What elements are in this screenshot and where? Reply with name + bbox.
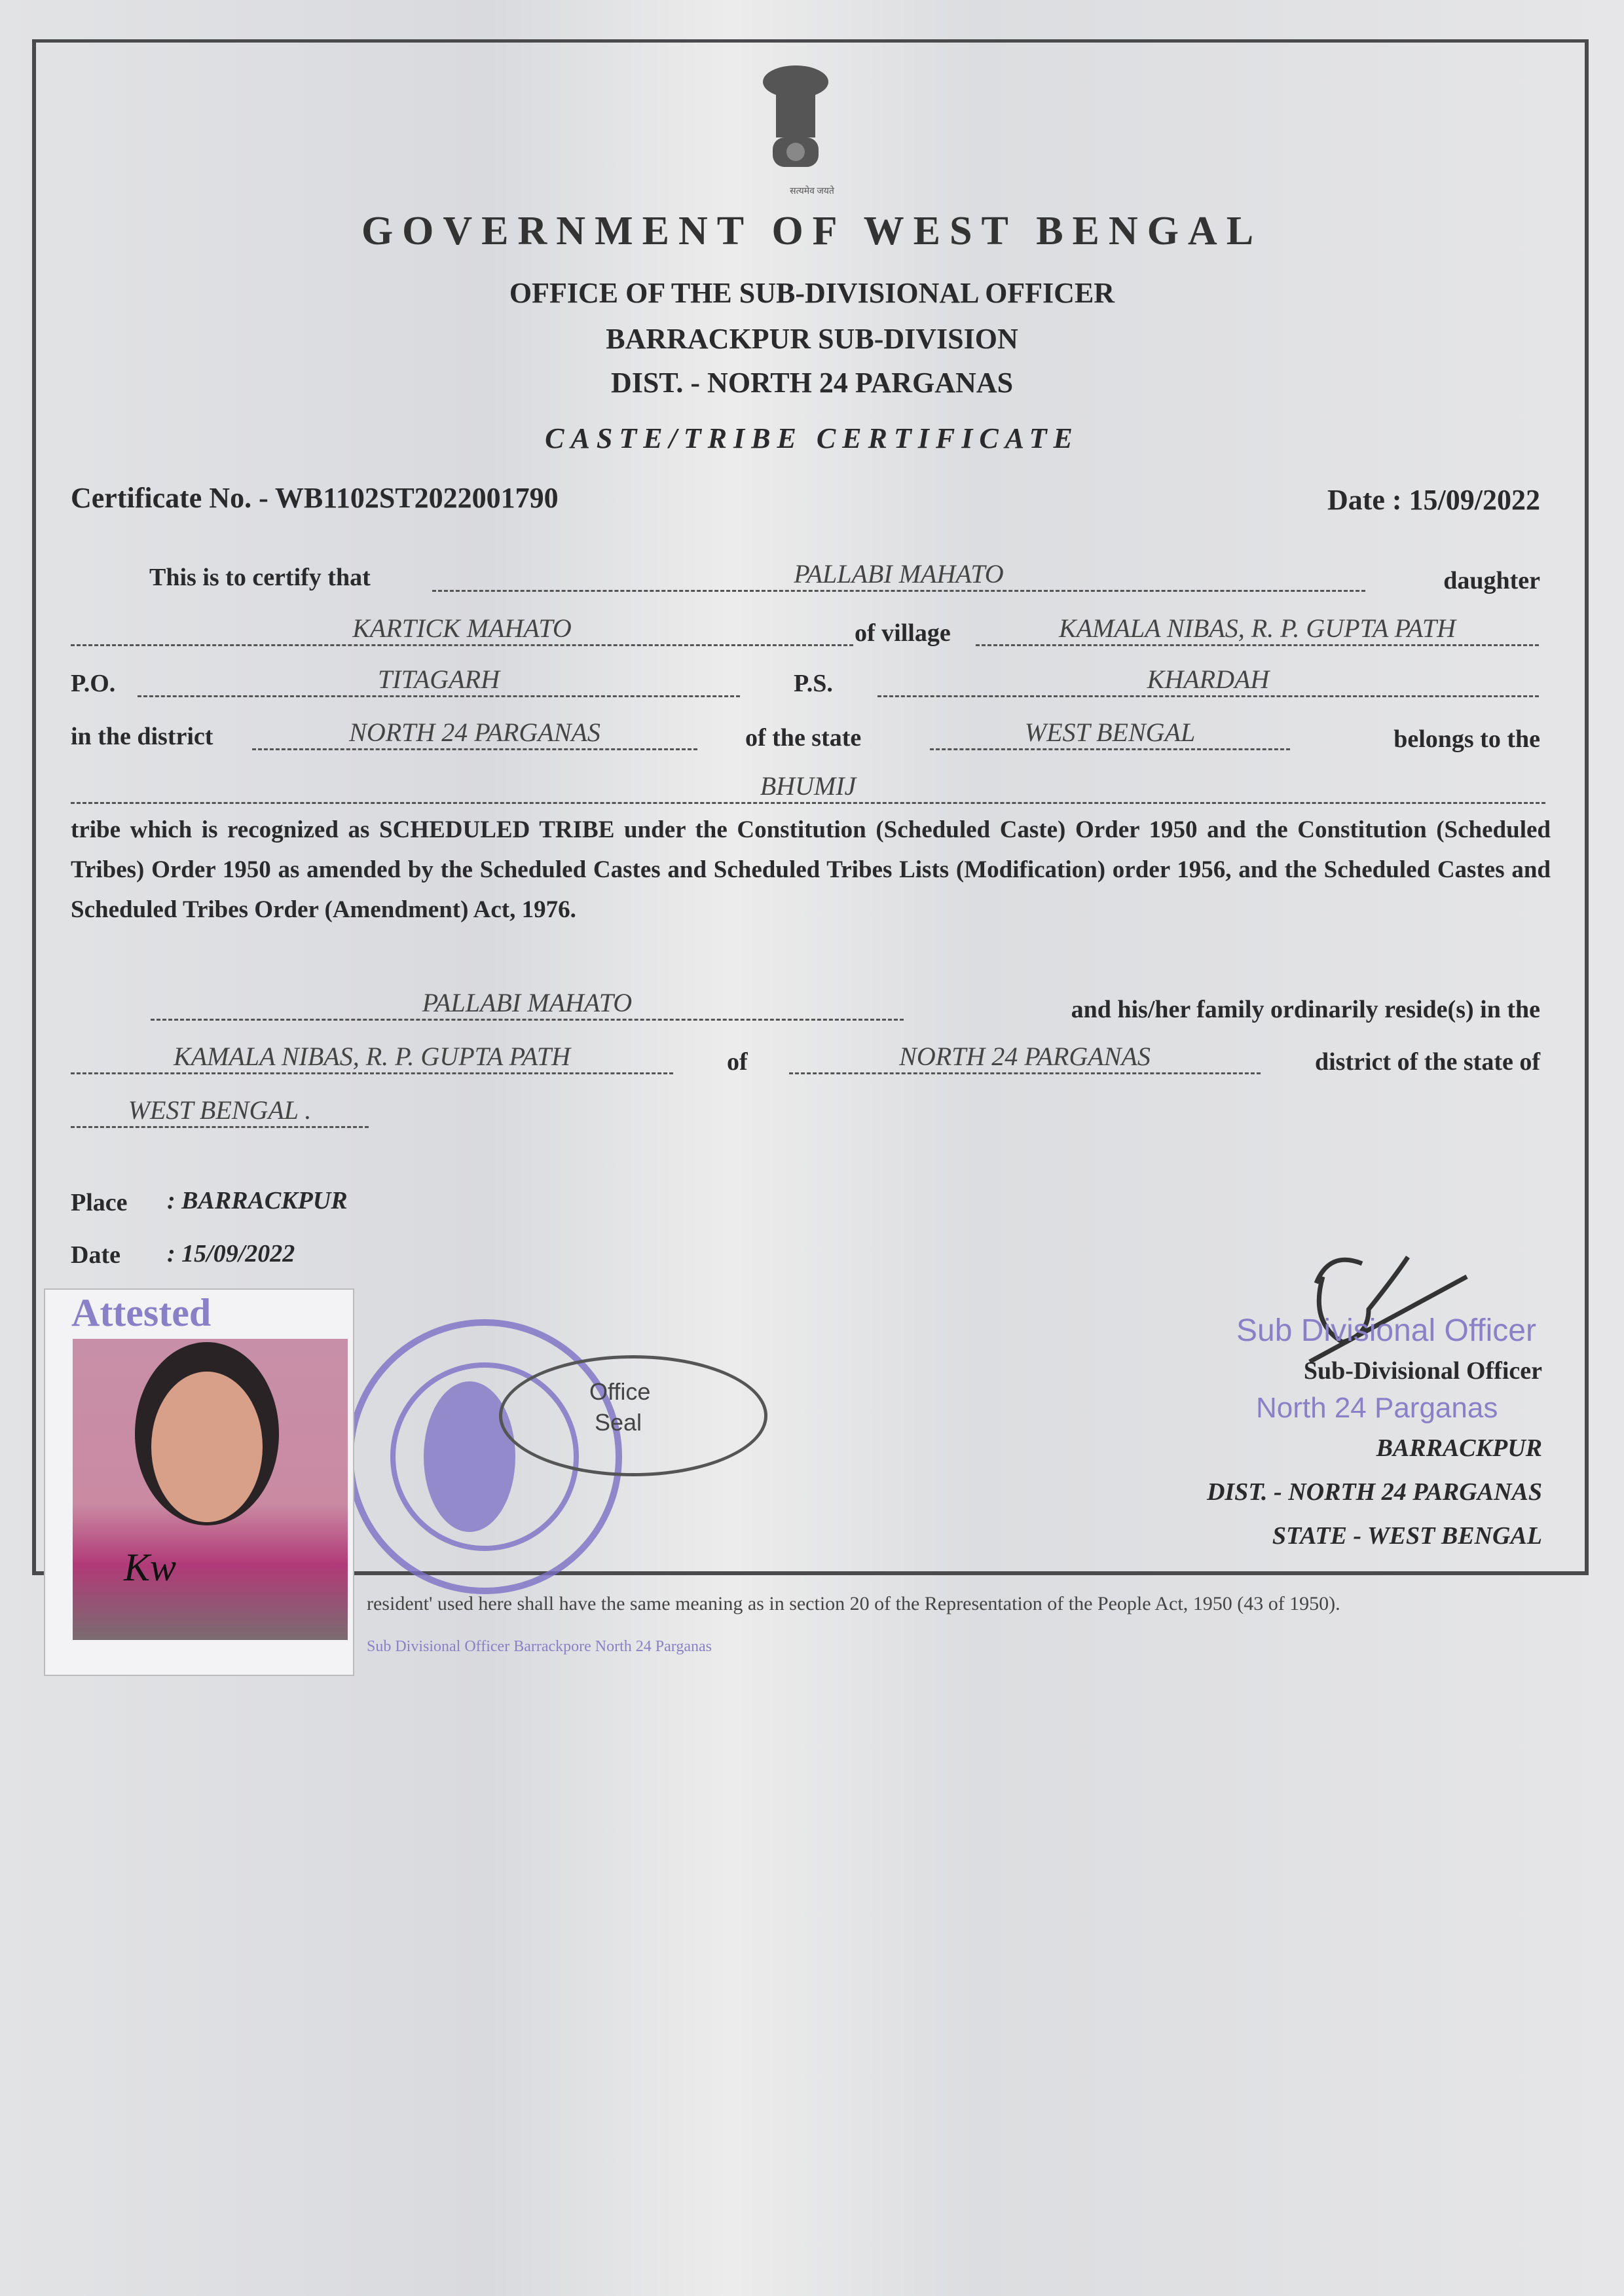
certificate-title: CASTE/TRIBE CERTIFICATE [545,422,1079,454]
certification-paragraph: tribe which is recognized as SCHEDULED TRIBE under the Constitution (Scheduled Caste) Order 1950 and the Constitution (Scheduled Tribes) Order 1950 as amended by the Scheduled Castes and Scheduled Tribes Lists (Modification) order 1956, and the Scheduled Castes and Scheduled Tribes Order (Amendment) Act, 1976. [71,816,1551,923]
signatory-title: Sub-Divisional Officer [1303,1357,1542,1385]
photo-image [73,1339,348,1640]
ashoka-emblem-icon [747,56,845,180]
applicant-photo [44,1288,354,1676]
district-name: DIST. - NORTH 24 PARGANAS [610,367,1014,399]
label-relation: daughter [1443,567,1540,594]
date-label: Date [71,1241,120,1269]
field-parent: KARTICK MAHATO [71,613,853,646]
office-seal-label-seal: Seal [595,1409,642,1436]
photo-face [151,1372,263,1522]
field-name-2: PALLABI MAHATO [151,987,904,1021]
footnote: resident' used here shall have the same meaning as in section 20 of the Representation of the People Act, 1950 (43 of 1950). [367,1593,1340,1614]
label-po: P.O. [71,670,116,697]
label-district-state: district of the state of [1314,1048,1540,1076]
place-value: : BARRACKPUR [167,1187,348,1214]
label-certify: This is to certify that [149,564,371,591]
date-value: : 15/09/2022 [167,1240,295,1267]
certificate-number: Certificate No. - WB1102ST2022001790 [71,482,559,514]
label-ps: P.S. [794,670,833,697]
label-village: of village [855,619,951,647]
photo-attested-stamp: Attested [71,1291,212,1334]
signatory-place: BARRACKPUR [1376,1434,1542,1462]
emblem-caption: सत्यमेव जयते [790,187,834,196]
label-of: of [727,1048,748,1076]
field-name: PALLABI MAHATO [432,558,1365,592]
office-seal-label-office: Office [589,1378,651,1405]
government-title: GOVERNMENT OF WEST BENGAL [361,209,1263,253]
label-belongs: belongs to the [1393,725,1540,753]
field-po: TITAGARH [138,664,740,697]
label-district: in the district [71,723,213,750]
signature-icon [1231,1244,1480,1375]
field-state-2: WEST BENGAL . [71,1095,369,1128]
field-ps: KHARDAH [877,664,1539,697]
field-district: NORTH 24 PARGANAS [252,717,697,750]
field-state: WEST BENGAL [930,717,1290,750]
field-village: KAMALA NIBAS, R. P. GUPTA PATH [976,613,1539,646]
photo-initials: Kw [124,1546,177,1589]
field-tribe: BHUMIJ [71,771,1545,804]
field-address-2: KAMALA NIBAS, R. P. GUPTA PATH [71,1041,673,1074]
signatory-state: STATE - WEST BENGAL [1272,1522,1542,1550]
place-label: Place [71,1189,128,1216]
sdo-stamp-region: North 24 Parganas [1256,1392,1498,1424]
field-district-2: NORTH 24 PARGANAS [789,1041,1261,1074]
certificate-date: Date : 15/09/2022 [1327,484,1540,516]
label-state: of the state [745,724,862,752]
label-reside: and his/her family ordinarily reside(s) in the [1071,996,1540,1023]
office-name: OFFICE OF THE SUB-DIVISIONAL OFFICER [509,277,1115,309]
subdivision-name: BARRACKPUR SUB-DIVISION [606,323,1018,355]
sdo-stamp-title: Sub Divisional Officer [1236,1313,1536,1348]
seal-ring-text: Sub Divisional Officer Barrackpore North 24 Parganas [367,1638,712,1655]
signatory-district: DIST. - NORTH 24 PARGANAS [1206,1478,1542,1506]
